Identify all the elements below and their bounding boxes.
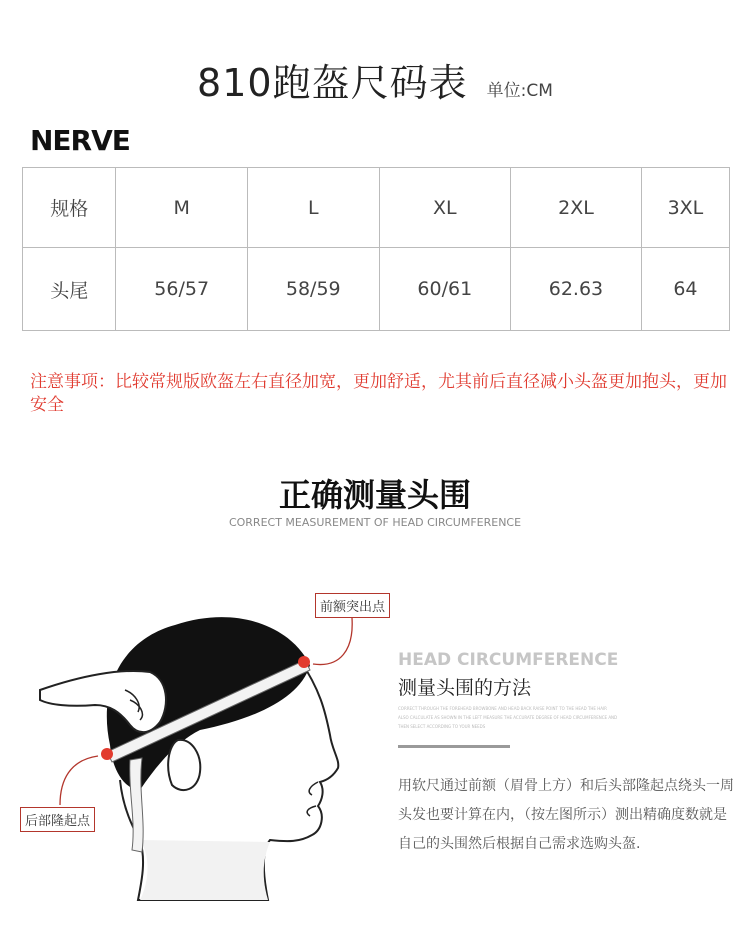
brand-logo: NERVE: [30, 124, 130, 157]
header-cell: M: [116, 168, 248, 248]
tape-hanging: [130, 758, 143, 852]
header-cell: XL: [379, 168, 511, 248]
ear: [168, 740, 200, 790]
unit-label: 单位:CM: [486, 81, 553, 101]
front-marker: [298, 656, 310, 668]
method-heading-en: HEAD CIRCUMFERENCE: [398, 650, 619, 670]
row-label-cell: 头尾: [23, 248, 116, 331]
front-point-callout: 前额突出点: [315, 593, 390, 618]
front-callout-arrow: [313, 618, 352, 665]
neck-shade: [140, 840, 270, 900]
value-cell: 62.63: [511, 248, 642, 331]
back-marker: [101, 748, 113, 760]
fine-print: CORRECT THROUGH THE FOREHEAD BROWBONE AND HEAD BACK RAISE POINT TO THE HEAD THE HAIR ALSO CALCULATE AS SHOWN IN THE LEFT MEASURE THE ACCURATE DEGREE OF HEAD CIRCUMFERENCE AND THEN SELECT ACCORDING TO YOUR NEEDS: [398, 706, 618, 729]
hand: [40, 671, 166, 732]
header-cell: 规格: [23, 168, 116, 248]
header-cell: 2XL: [511, 168, 642, 248]
value-cell: 56/57: [116, 248, 248, 331]
method-description: 用软尺通过前额（眉骨上方）和后头部隆起点绕头一周头发也要计算在内，（按左图所示）测出精确度数就是自己的头围然后根据自己需求选购头盔.: [398, 778, 734, 852]
header-cell: L: [247, 168, 379, 248]
header-cell: 3XL: [641, 168, 729, 248]
notice-text: 注意事项：比较常规版欧盔左右直径加宽，更加舒适，尤其前后直径减小头盔更加抱头，更加安全: [30, 372, 727, 415]
back-callout-arrow: [60, 756, 98, 805]
divider: [398, 745, 510, 748]
value-cell: 64: [641, 248, 729, 331]
method-heading-cn: 测量头围的方法: [398, 677, 532, 699]
value-cell: 60/61: [379, 248, 511, 331]
section-title: 正确测量头围: [278, 476, 471, 514]
value-cell: 58/59: [247, 248, 379, 331]
nose-mouth: [307, 782, 318, 816]
section-subtitle: CORRECT MEASUREMENT OF HEAD CIRCUMFERENCE: [228, 516, 522, 529]
page-title: 810跑盔尺码表: [197, 61, 468, 105]
back-point-callout: 后部隆起点: [20, 807, 95, 832]
